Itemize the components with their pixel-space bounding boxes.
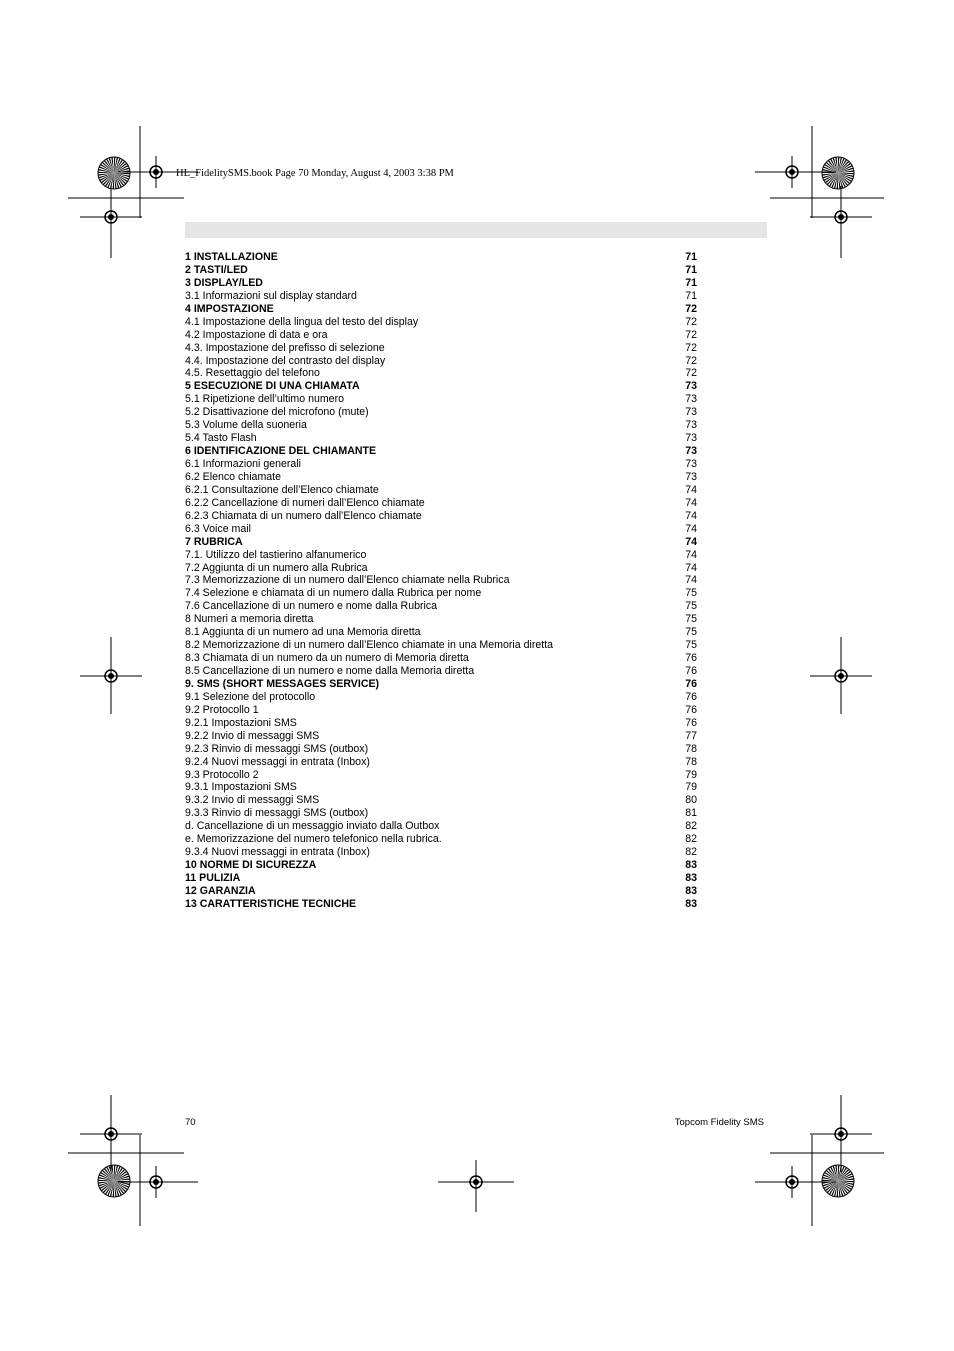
toc-entry-title: 6.2.3 Chiamata di un numero dall’Elenco chiamate (185, 509, 422, 522)
toc-entry (185, 704, 697, 717)
starburst-target-icon (97, 156, 131, 190)
toc-entry-title: 7.2 Aggiunta di un numero alla Rubrica (185, 561, 368, 574)
toc-entry (185, 458, 697, 471)
toc-entry-page: 74 (685, 548, 697, 561)
toc-entry-page: 73 (685, 470, 697, 483)
toc-entry (185, 536, 697, 549)
page-number: 70 (185, 1117, 196, 1128)
toc-entry-title: 5 ESECUZIONE DI UNA CHIAMATA (185, 380, 360, 393)
toc-entry-page: 83 (685, 872, 697, 884)
toc-entry-title: 9. SMS (SHORT MESSAGES SERVICE) (185, 677, 380, 690)
toc-entry (185, 743, 697, 756)
table-of-contents (185, 251, 697, 911)
toc-entry-page: 76 (685, 690, 697, 703)
toc-entry-page: 71 (685, 276, 697, 289)
toc-entry (185, 380, 697, 393)
toc-entry-title: 11 PULIZIA (185, 872, 241, 884)
toc-entry (185, 872, 697, 885)
toc-entry-page: 71 (685, 263, 697, 276)
toc-entry-title: 8 Numeri a memoria diretta (185, 613, 314, 626)
toc-entry-page: 76 (685, 703, 697, 716)
toc-entry-page: 82 (685, 820, 697, 833)
toc-entry-title: 10 NORME DI SICUREZZA (185, 859, 317, 872)
toc-entry (185, 316, 697, 329)
toc-entry-page: 73 (685, 393, 697, 406)
toc-entry-title: 12 GARANZIA (185, 884, 256, 897)
toc-entry-page: 75 (685, 613, 697, 626)
toc-entry-page: 74 (685, 522, 697, 535)
toc-entry (185, 756, 697, 769)
toc-entry-title: 9.3.4 Nuovi messaggi in entrata (Inbox) (185, 846, 370, 859)
toc-entry-title: 4.4. Impostazione del contrasto del display (185, 354, 386, 367)
toc-entry (185, 419, 697, 432)
toc-entry-page: 75 (685, 639, 697, 652)
header-band (185, 222, 767, 238)
toc-entry-page: 76 (685, 677, 697, 690)
toc-entry-page: 74 (685, 535, 697, 548)
toc-entry (185, 769, 697, 782)
starburst-target-icon (821, 1164, 855, 1198)
toc-entry (185, 807, 697, 820)
toc-entry (185, 652, 697, 665)
toc-entry-title: 9.2.2 Invio di messaggi SMS (185, 729, 320, 742)
toc-entry (185, 562, 697, 575)
toc-entry-title: 7.4 Selezione e chiamata di un numero dalla Rubrica per nome (185, 587, 482, 600)
toc-entry-page: 76 (685, 716, 697, 729)
toc-entry-page: 83 (685, 859, 697, 872)
toc-entry-title: 9.3.3 Rinvio di messaggi SMS (outbox) (185, 807, 369, 820)
toc-entry-title: 9.2 Protocollo 1 (185, 703, 259, 716)
toc-entry-page: 78 (685, 742, 697, 755)
toc-entry-page: 77 (685, 729, 697, 742)
toc-entry (185, 264, 697, 277)
book-header: HL_FidelitySMS.book Page 70 Monday, August 4, 2003 3:38 PM (176, 168, 454, 179)
toc-entry (185, 329, 697, 342)
toc-entry (185, 794, 697, 807)
toc-entry-title: 6.2.1 Consultazione dell’Elenco chiamate (185, 483, 379, 496)
toc-entry-title: 9.3.2 Invio di messaggi SMS (185, 794, 320, 807)
toc-entry-title: 8.3 Chiamata di un numero da un numero di Memoria diretta (185, 652, 469, 665)
toc-entry (185, 484, 697, 497)
toc-entry-title: d. Cancellazione di un messaggio inviato dalla Outbox (185, 820, 440, 833)
toc-entry-page: 79 (685, 768, 697, 781)
toc-entry-title: 4.2 Impostazione di data e ora (185, 328, 328, 341)
toc-entry-page: 83 (685, 884, 697, 897)
toc-entry-title: 7.6 Cancellazione di un numero e nome dalla Rubrica (185, 600, 438, 613)
toc-entry-title: 8.2 Memorizzazione di un numero dall’Elenco chiamate in una Memoria diretta (185, 639, 554, 652)
toc-entry-page: 74 (685, 483, 697, 496)
toc-entry (185, 587, 697, 600)
toc-entry-title: 4.5. Resettaggio del telefono (185, 367, 320, 380)
starburst-target-icon (821, 156, 855, 190)
toc-entry-page: 72 (685, 367, 697, 380)
toc-entry (185, 342, 697, 355)
toc-entry-title: 5.1 Ripetizione dell’ultimo numero (185, 393, 344, 406)
toc-entry (185, 432, 697, 445)
toc-entry (185, 665, 697, 678)
toc-entry (185, 600, 697, 613)
toc-entry (185, 277, 697, 290)
toc-entry-title: 4.1 Impostazione della lingua del testo del display (185, 315, 419, 328)
toc-entry-title: 9.2.4 Nuovi messaggi in entrata (Inbox) (185, 755, 370, 768)
toc-entry-title: 9.2.1 Impostazioni SMS (185, 716, 297, 729)
toc-entry-page: 78 (685, 755, 697, 768)
toc-entry-page: 83 (685, 897, 697, 910)
toc-entry (185, 613, 697, 626)
toc-entry-title: 2 TASTI/LED (185, 263, 248, 276)
toc-entry (185, 859, 697, 872)
toc-entry-title: e. Memorizzazione del numero telefonico nella rubrica. (185, 833, 442, 846)
toc-entry (185, 781, 697, 794)
toc-entry-title: 9.1 Selezione del protocollo (185, 690, 316, 703)
toc-entry-title: 1 INSTALLAZIONE (185, 251, 278, 263)
toc-entry-title: 9.2.3 Rinvio di messaggi SMS (outbox) (185, 742, 369, 755)
toc-entry (185, 510, 697, 523)
toc-entry-title: 4 IMPOSTAZIONE (185, 302, 274, 315)
toc-entry (185, 846, 697, 859)
toc-entry-title: 6 IDENTIFICAZIONE DEL CHIAMANTE (185, 445, 377, 458)
toc-entry-title: 6.3 Voice mail (185, 522, 251, 535)
toc-entry-title: 9.3 Protocollo 2 (185, 768, 259, 781)
toc-entry (185, 730, 697, 743)
toc-entry-page: 75 (685, 626, 697, 639)
toc-entry (185, 303, 697, 316)
toc-entry (185, 833, 697, 846)
toc-entry-page: 74 (685, 574, 697, 587)
toc-entry-title: 5.3 Volume della suoneria (185, 419, 307, 432)
toc-entry-title: 7.1. Utilizzo del tastierino alfanumerico (185, 548, 367, 561)
toc-entry (185, 574, 697, 587)
toc-entry-page: 72 (685, 315, 697, 328)
toc-entry (185, 523, 697, 536)
toc-entry-page: 72 (685, 328, 697, 341)
toc-entry-title: 4.3. Impostazione del prefisso di selezione (185, 341, 385, 354)
toc-entry-page: 73 (685, 445, 697, 458)
toc-entry-page: 82 (685, 846, 697, 859)
product-name: Topcom Fidelity SMS (674, 1117, 764, 1128)
toc-entry (185, 691, 697, 704)
toc-entry-title: 7.3 Memorizzazione di un numero dall’Elenco chiamate nella Rubrica (185, 574, 510, 587)
toc-entry (185, 820, 697, 833)
toc-entry-page: 76 (685, 652, 697, 665)
toc-entry-page: 73 (685, 432, 697, 445)
toc-entry-title: 5.2 Disattivazione del microfono (mute) (185, 406, 369, 419)
toc-entry-page: 71 (685, 289, 697, 302)
toc-entry (185, 290, 697, 303)
toc-entry (185, 445, 697, 458)
toc-entry-page: 73 (685, 406, 697, 419)
toc-entry-page: 74 (685, 561, 697, 574)
toc-entry (185, 251, 697, 264)
toc-entry-title: 7 RUBRICA (185, 535, 243, 548)
toc-entry-title: 8.1 Aggiunta di un numero ad una Memoria diretta (185, 626, 421, 639)
toc-entry-page: 73 (685, 380, 697, 393)
toc-entry-title: 13 CARATTERISTICHE TECNICHE (185, 897, 357, 910)
toc-entry (185, 497, 697, 510)
toc-entry (185, 626, 697, 639)
toc-entry (185, 717, 697, 730)
toc-entry-title: 6.2.2 Cancellazione di numeri dall’Elenco chiamate (185, 496, 425, 509)
toc-entry-page: 75 (685, 600, 697, 613)
toc-entry-page: 72 (685, 354, 697, 367)
toc-entry-title: 6.1 Informazioni generali (185, 458, 302, 470)
toc-entry (185, 471, 697, 484)
toc-entry-page: 71 (685, 251, 697, 263)
toc-entry-page: 80 (685, 794, 697, 807)
toc-entry-page: 79 (685, 781, 697, 794)
toc-entry-title: 8.5 Cancellazione di un numero e nome dalla Memoria diretta (185, 665, 475, 677)
toc-entry-page: 72 (685, 341, 697, 354)
toc-entry (185, 678, 697, 691)
toc-entry (185, 406, 697, 419)
toc-entry-title: 3.1 Informazioni sul display standard (185, 289, 357, 302)
toc-entry-page: 72 (685, 302, 697, 315)
toc-entry-page: 76 (685, 665, 697, 677)
toc-entry (185, 355, 697, 368)
toc-entry-title: 6.2 Elenco chiamate (185, 470, 281, 483)
toc-entry-page: 74 (685, 509, 697, 522)
toc-entry-page: 81 (685, 807, 697, 820)
toc-entry (185, 367, 697, 380)
toc-entry-title: 5.4 Tasto Flash (185, 432, 257, 445)
toc-entry-page: 73 (685, 458, 697, 470)
toc-entry (185, 885, 697, 898)
toc-entry-title: 3 DISPLAY/LED (185, 276, 263, 289)
toc-entry (185, 898, 697, 911)
toc-entry-page: 74 (685, 496, 697, 509)
toc-entry-page: 73 (685, 419, 697, 432)
toc-entry (185, 393, 697, 406)
toc-entry (185, 639, 697, 652)
toc-entry-page: 75 (685, 587, 697, 600)
toc-entry (185, 549, 697, 562)
starburst-target-icon (97, 1164, 131, 1198)
toc-entry-title: 9.3.1 Impostazioni SMS (185, 781, 297, 794)
toc-entry-page: 82 (685, 833, 697, 846)
